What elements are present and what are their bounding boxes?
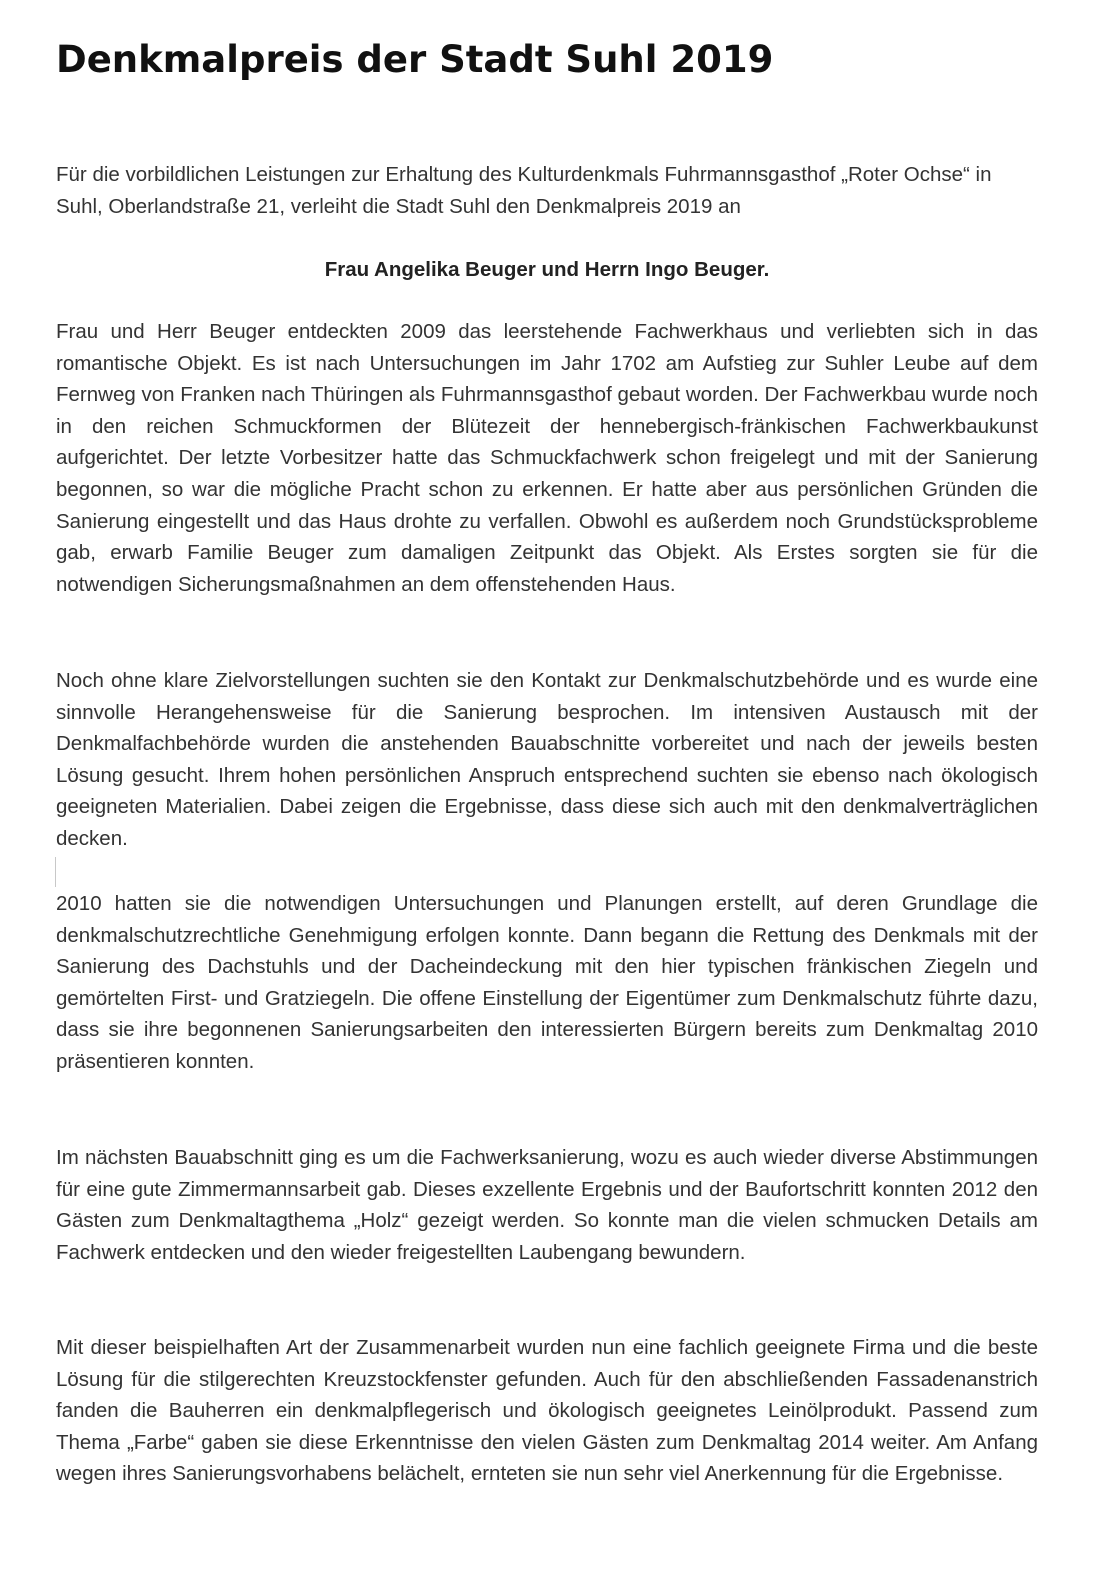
recipients-line: Frau Angelika Beuger und Herrn Ingo Beuger.: [324, 258, 770, 281]
paragraph-3: 2010 hatten sie die notwendigen Untersuchungen und Planungen erstellt, auf deren Grundlage die denkmalschutzrechtliche Genehmigung erfolgen konnte. Dann begann die Rettung des Denkmals mit der Sanierung des Dachstuhls und der Dacheindeckung mit den hier typischen fränkischen Ziegeln und gemörtelten First- und Gratziegeln. Die offene Einstellung der Eigentümer zum Denkmalschutz führte dazu, dass sie ihre begonnenen Sanierungsarbeiten den interessierten Bürgern bereits zum Denkmaltag 2010 präsentieren konnten.: [56, 892, 1038, 1073]
page-title: Denkmalpreis der Stadt Suhl 2019: [56, 38, 774, 81]
paragraph-2: Noch ohne klare Zielvorstellungen suchten sie den Kontakt zur Denkmalschutzbehörde und es wurde eine sinnvolle Herangehensweise für die Sanierung besprochen. Im intensiven Austausch mit der Denkmalfachbehörde wurden die anstehenden Bauabschnitte vorbereitet und nach der jeweils besten Lösung gesucht. Ihrem hohen persönlichen Anspruch entsprechend suchten sie ebenso nach ökologisch geeigneten Materialien. Dabei zeigen die Ergebnisse, dass diese sich auch mit den denkmalverträglichen decken.: [56, 669, 1038, 850]
paragraph-5: Mit dieser beispielhaften Art der Zusammenarbeit wurden nun eine fachlich geeignete Firma und die beste Lösung für die stilgerechten Kreuzstockfenster gefunden. Auch für den abschließenden Fassadenanstrich fanden die Bauherren ein denkmalpflegerisch und ökologisch geeignetes Leinölprodukt. Passend zum Thema „Farbe“ gaben sie diese Erkenntnisse den vielen Gästen zum Denkmaltag 2014 weiter. Am Anfang wegen ihres Sanierungsvorhabens belächelt, ernteten sie nun sehr viel Anerkennung für die Ergebnisse.: [56, 1336, 1038, 1486]
text-cursor-mark: [55, 857, 56, 887]
paragraph-1: Frau und Herr Beuger entdeckten 2009 das leerstehende Fachwerkhaus und verliebten sich in das romantische Objekt. Es ist nach Untersuchungen im Jahr 1702 am Aufstieg zur Suhler Leube auf dem Fernweg von Franken nach Thüringen als Fuhrmannsgasthof gebaut worden. Der Fachwerkbau wurde noch in den reichen Schmuckformen der Blütezeit der hennebergisch-fränkischen Fachwerkbaukunst aufgerichtet. Der letzte Vorbesitzer hatte das Schmuckfachwerk schon freigelegt und mit der Sanierung begonnen, so war die mögliche Pracht schon zu erkennen. Er hatte aber aus persönlichen Gründen die Sanierung eingestellt und das Haus drohte zu verfallen. Obwohl es außerdem noch Grundstücksprobleme gab, erwarb Familie Beuger zum damaligen Zeitpunkt das Objekt. Als Erstes sorgten sie für die notwendigen Sicherungsmaßnahmen an dem offenstehenden Haus.: [56, 320, 1038, 596]
paragraph-4: Im nächsten Bauabschnitt ging es um die Fachwerksanierung, wozu es auch wieder diverse Abstimmungen für eine gute Zimmermannsarbeit gab. Dieses exzellente Ergebnis und der Baufortschritt konnten 2012 den Gästen zum Denkmaltagthema „Holz“ gezeigt werden. So konnte man die vielen schmucken Details am Fachwerk entdecken und den wieder freigestellten Laubengang bewundern.: [56, 1146, 1038, 1264]
intro-paragraph: Für die vorbildlichen Leistungen zur Erhaltung des Kulturdenkmals Fuhrmannsgasthof „Roter Ochse“ in Suhl, Oberlandstraße 21, verleiht die Stadt Suhl den Denkmalpreis 2019 an: [56, 163, 992, 218]
